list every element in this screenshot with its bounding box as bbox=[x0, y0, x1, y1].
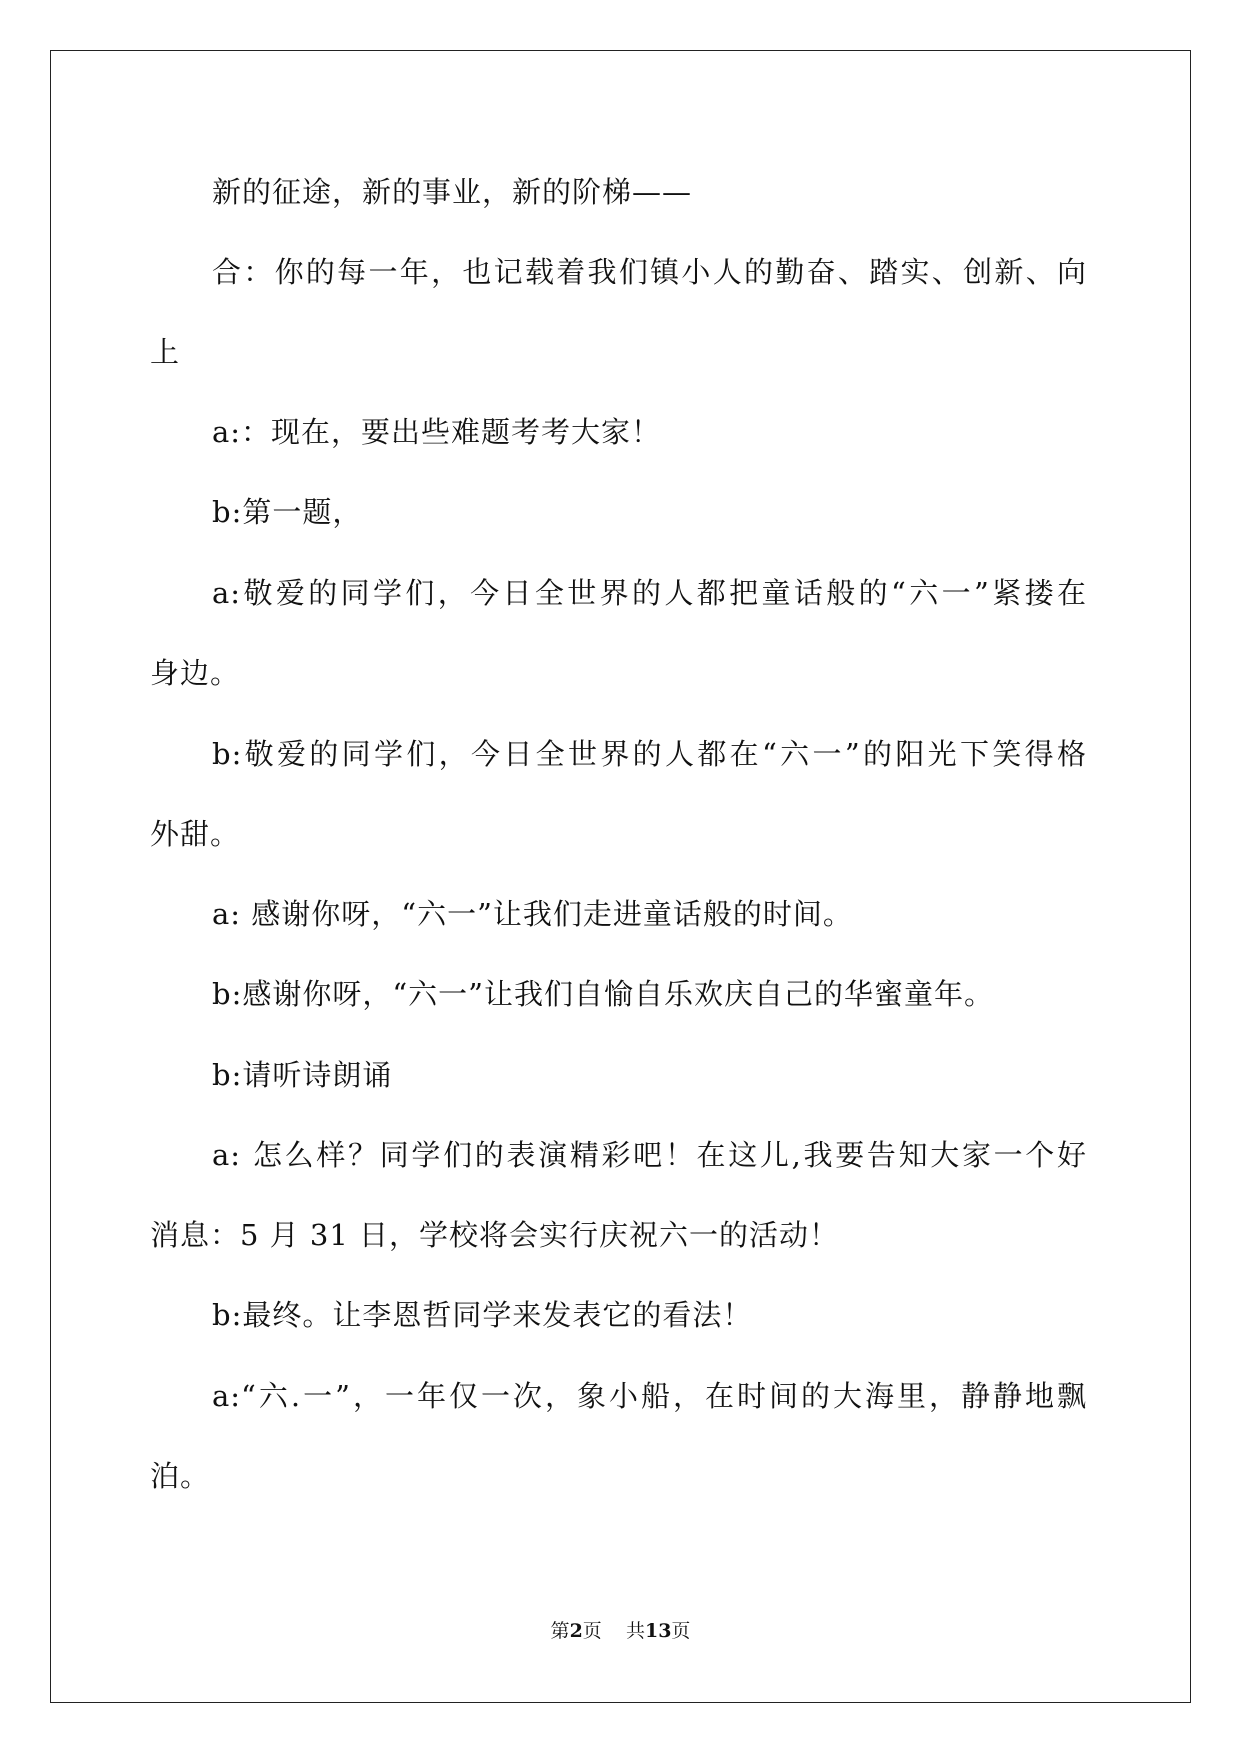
paragraph-line: 消息：5 月 31 日，学校将会实行庆祝六一的活动！ bbox=[150, 1218, 840, 1252]
footer-suffix: 页 bbox=[671, 1620, 691, 1642]
paragraph-line: a:“六.一”，一年仅一次，象小船，在时间的大海里，静静地飘 bbox=[212, 1379, 1087, 1413]
paragraph-line: 泊。 bbox=[150, 1459, 211, 1493]
paragraph-line: b:最终。让李恩哲同学来发表它的看法！ bbox=[212, 1298, 753, 1332]
paragraph-line: b:感谢你呀，“六一”让我们自愉自乐欢庆自己的华蜜童年。 bbox=[212, 977, 994, 1011]
paragraph-line: a:：现在，要出些难题考考大家！ bbox=[212, 415, 662, 449]
paragraph-line: b:第一题， bbox=[212, 495, 363, 529]
footer-prefix: 第 bbox=[550, 1620, 570, 1642]
paragraph-line: 身边。 bbox=[150, 656, 241, 690]
paragraph-line: 外甜。 bbox=[150, 817, 241, 851]
total-pages: 13 bbox=[644, 1620, 672, 1642]
paragraph-line: b:敬爱的同学们，今日全世界的人都在“六一”的阳光下笑得格 bbox=[212, 737, 1087, 771]
paragraph-line: 新的征途，新的事业，新的阶梯—— bbox=[212, 175, 693, 209]
paragraph-line: a: 感谢你呀，“六一”让我们走进童话般的时间。 bbox=[212, 897, 853, 931]
paragraph-line: a:敬爱的同学们，今日全世界的人都把童话般的“六一”紧搂在 bbox=[212, 576, 1087, 610]
page-footer bbox=[0, 1618, 1241, 1644]
footer-mid: 页 共 bbox=[582, 1620, 645, 1642]
paragraph-line: 上 bbox=[150, 335, 181, 369]
paragraph-line: a: 怎么样？同学们的表演精彩吧！在这儿,我要告知大家一个好 bbox=[212, 1138, 1087, 1172]
paragraph-line: 合：你的每一年，也记载着我们镇小人的勤奋、踏实、创新、向 bbox=[212, 255, 1087, 289]
paragraph-line: b:请听诗朗诵 bbox=[212, 1058, 393, 1092]
page-number: 2 bbox=[569, 1620, 583, 1642]
